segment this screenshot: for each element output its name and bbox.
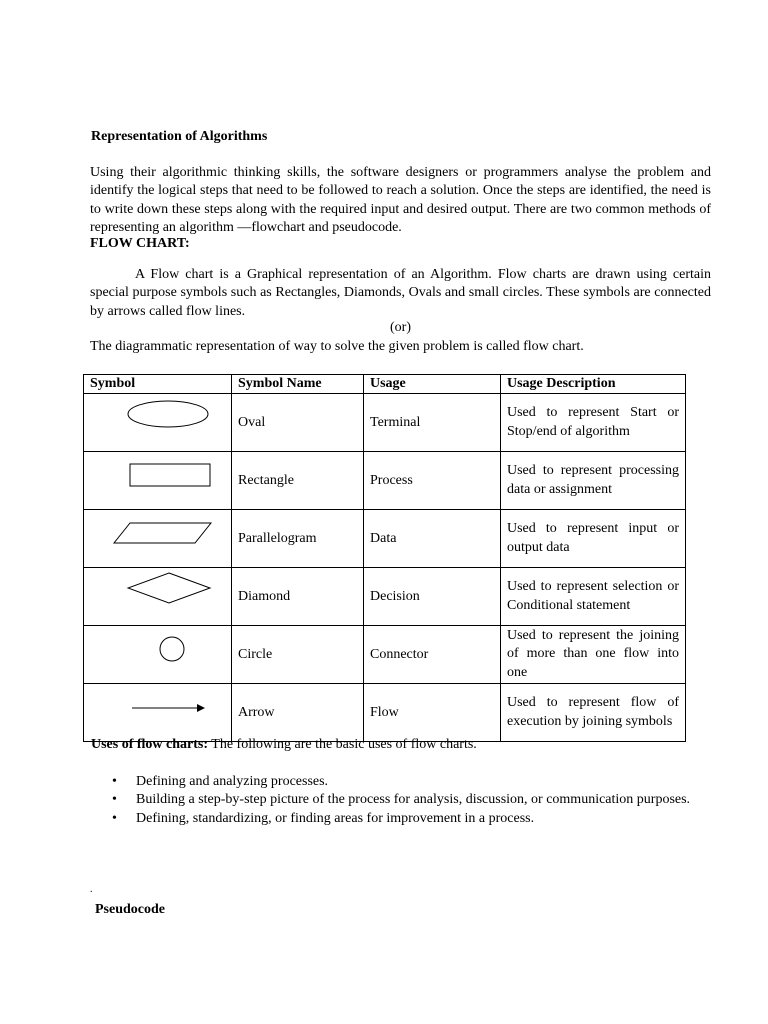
header-usage-description: Usage Description (501, 375, 686, 394)
list-item (90, 791, 711, 809)
list-item-text: Defining, standardizing, or finding areas for improvement in a process. (136, 810, 535, 826)
table-row (84, 452, 686, 510)
table-row (84, 568, 686, 626)
rectangle-icon (84, 452, 231, 504)
usage-description-cell: Used to represent Start or Stop/end of algorithm (501, 394, 686, 452)
usage-cell: Decision (364, 568, 501, 626)
table-row (84, 394, 686, 452)
diamond-icon (84, 568, 231, 620)
symbol-cell (84, 626, 232, 684)
usage-cell: Terminal (364, 394, 501, 452)
stray-mark: . (90, 884, 93, 895)
uses-text: The following are the basic uses of flow charts. (208, 737, 477, 752)
pseudocode-heading: Pseudocode (95, 902, 165, 917)
usage-cell: Flow (364, 684, 501, 742)
symbol-cell (84, 510, 232, 568)
uses-list (90, 773, 711, 828)
symbol-name-cell: Oval (232, 394, 364, 452)
symbol-cell (84, 452, 232, 510)
symbol-name-cell: Rectangle (232, 452, 364, 510)
symbol-cell (84, 684, 232, 742)
list-item-text: Building a step-by-step picture of the process for analysis, discussion, or communication purposes. (136, 792, 691, 808)
symbol-name-cell: Circle (232, 626, 364, 684)
usage-description-cell: Used to represent input or output data (501, 510, 686, 568)
symbol-name-cell: Parallelogram (232, 510, 364, 568)
flowchart-symbols-table (83, 374, 686, 742)
arrow-icon (84, 684, 231, 736)
usage-cell: Data (364, 510, 501, 568)
uses-intro (91, 737, 477, 753)
table-row (84, 626, 686, 684)
symbol-cell (84, 394, 232, 452)
list-item (90, 810, 711, 828)
table-row (84, 684, 686, 742)
usage-description-cell: Used to represent processing data or assignment (501, 452, 686, 510)
table-row (84, 510, 686, 568)
symbol-name-cell: Diamond (232, 568, 364, 626)
parallelogram-icon (84, 510, 231, 562)
uses-label: Uses of flow charts: (91, 737, 209, 752)
flowchart-definition: The diagrammatic representation of way to solve the given problem is called flow chart. (90, 339, 584, 354)
symbol-cell (84, 568, 232, 626)
header-symbol-name: Symbol Name (232, 375, 364, 394)
flowchart-heading: FLOW CHART: (90, 236, 190, 251)
header-symbol: Symbol (84, 375, 232, 394)
list-item-text: Defining and analyzing processes. (136, 774, 329, 789)
intro-paragraph: Using their algorithmic thinking skills, the software designers or programmers analyse the problem and identify the logical steps that need to be followed to reach a solution. Once the steps are identified, the need is to write down these steps along with the required input and desired output. There are two common methods of representing an algorithm —flowchart and pseudocode. (90, 165, 711, 235)
header-usage: Usage (364, 375, 501, 394)
usage-description-cell: Used to represent flow of execution by joining symbols (501, 684, 686, 742)
usage-cell: Connector (364, 626, 501, 684)
usage-description-cell: Used to represent selection or Conditional statement (501, 568, 686, 626)
table-header-row (84, 375, 686, 394)
usage-cell: Process (364, 452, 501, 510)
bullet-icon: • (112, 810, 117, 826)
oval-icon (84, 394, 231, 446)
or-separator: (or) (390, 320, 411, 335)
section-title: Representation of Algorithms (91, 129, 268, 144)
symbol-name-cell: Arrow (232, 684, 364, 742)
list-item (90, 773, 711, 791)
bullet-icon: • (112, 774, 117, 789)
bullet-icon: • (112, 792, 117, 808)
circle-icon (84, 626, 231, 678)
usage-description-cell: Used to represent the joining of more than one flow into one (501, 626, 686, 684)
flowchart-paragraph: A Flow chart is a Graphical representation of an Algorithm. Flow charts are drawn using certain special purpose symbols such as Rectangles, Diamonds, Ovals and small circles. These symbols are connected by arrows called flow lines. (90, 267, 711, 319)
